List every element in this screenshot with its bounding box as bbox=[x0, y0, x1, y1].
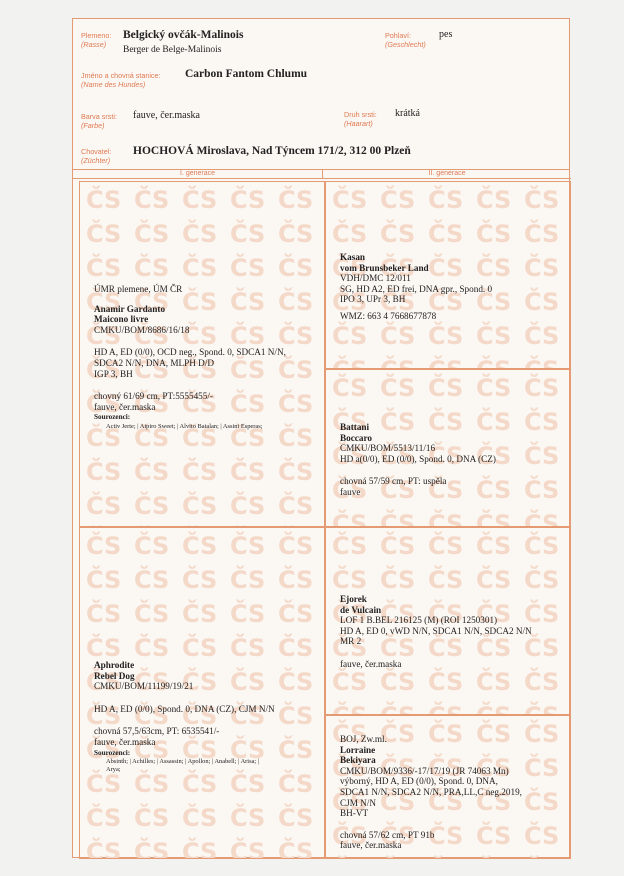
dam-dam-kennel: Bekiyara bbox=[340, 755, 376, 766]
first-generation-header: I. generace bbox=[73, 169, 323, 179]
sire-health-line: HD A, ED (0/0), OCD neg., Spond. 0, SDCA1 N/N, bbox=[94, 347, 286, 358]
sire-sire-exams: IPO 3, UPr 3, BH bbox=[340, 294, 406, 305]
dam-dam-cell bbox=[325, 715, 571, 859]
sire-health-line: SDCA2 N/N, DNA, MLPH D/D bbox=[94, 357, 214, 368]
pedigree-header bbox=[73, 19, 569, 170]
dam-sire-exams: MR 2 bbox=[340, 636, 362, 647]
breeder-label: Chovatel: (Züchter) bbox=[81, 147, 112, 165]
breed-name: Belgický ovčák-Malinois bbox=[123, 29, 244, 41]
dam-cell bbox=[79, 527, 325, 859]
sire-dam-registration: CMKU/BOM/5513/11/16 bbox=[340, 443, 436, 454]
dam-registration: CMKU/BOM/11199/19/21 bbox=[94, 681, 194, 692]
dam-dam-health: SDCA1 N/N, SDCA2 N/N, PRA,LL,C neg.2019, bbox=[340, 786, 522, 797]
sire-dam-breeding: chovná 57/59 cm, PT: uspěla bbox=[340, 476, 447, 487]
sex-value: pes bbox=[439, 29, 453, 40]
sex-label: Pohlaví: (Geschlecht) bbox=[385, 31, 426, 49]
dam-kennel: Rebel Dog bbox=[94, 670, 135, 681]
breed-label: Plemeno: (Rasse) bbox=[81, 31, 112, 49]
pedigree-sheet bbox=[72, 18, 570, 858]
sire-siblings-label: Sourozenci: bbox=[94, 413, 131, 422]
dam-dam-exams: BH-VT bbox=[340, 808, 369, 819]
sire-exams: IGP 3, BH bbox=[94, 368, 133, 379]
dam-breeding: chovná 57,5/63cm, PT: 6535541/- bbox=[94, 726, 220, 737]
sire-dam-kennel: Boccaro bbox=[340, 432, 372, 443]
dam-text bbox=[94, 660, 316, 774]
dam-dam-health: CJM N/N bbox=[340, 797, 376, 808]
dam-sire-kennel: de Vulcain bbox=[340, 604, 382, 615]
sire-sire-wmz: WMZ: 663 4 7668677878 bbox=[340, 310, 437, 321]
sire-cell bbox=[79, 181, 325, 527]
sire-sire-text bbox=[340, 252, 562, 322]
second-generation-header: II. generace bbox=[323, 169, 571, 179]
sire-dam-name: Battani bbox=[340, 422, 370, 432]
sire-sire-cell bbox=[325, 181, 571, 369]
sire-dam-cell bbox=[325, 369, 571, 527]
dam-dam-health: výborný, HD A, ED (0/0), Spond. 0, DNA, bbox=[340, 776, 498, 787]
dam-siblings: Arya; bbox=[106, 766, 121, 774]
sire-sire-health: SG, HD A2, ED frei, DNA gpr., Spond. 0 bbox=[340, 283, 493, 294]
dam-sire-name: Ejorek bbox=[340, 594, 367, 604]
dam-health: HD A, ED (0/0), Spond. 0, DNA (CZ), CJM N/N bbox=[94, 703, 275, 714]
dam-dam-text bbox=[340, 734, 562, 851]
sire-siblings: Activ Jerte; | Aipiro Sweet; | Alvito Batalan; | Assini Esperas; bbox=[106, 422, 263, 430]
sire-dam-health: HD a(0/0), ED (0/0), Spond. 0, DNA (CZ) bbox=[340, 453, 496, 464]
sire-breeding: chovný 61/69 cm, PT:5555455/- bbox=[94, 391, 213, 402]
sire-sire-name: Kasan bbox=[340, 252, 366, 262]
sire-text bbox=[94, 284, 316, 431]
dam-siblings-label: Sourozenci: bbox=[94, 748, 131, 757]
breeder-value: HOCHOVÁ Miroslava, Nad Týncem 171/2, 312 00 Plzeň bbox=[133, 145, 411, 157]
sire-color: fauve, čer.maska bbox=[94, 401, 156, 412]
dam-dam-registration: CMKU/BOM/9336/-17/17/19 (JR 74063 Mn) bbox=[340, 765, 509, 776]
breed-name-de: Berger de Belge-Malinois bbox=[123, 45, 222, 55]
sire-sire-kennel: vom Brunsbeker Land bbox=[340, 262, 429, 273]
dam-sire-text bbox=[340, 594, 562, 670]
sire-registration: CMKU/BOM/8686/16/18 bbox=[94, 324, 190, 335]
color-label: Barva srsti: (Farbe) bbox=[81, 112, 117, 130]
dam-dam-name: Lorraine bbox=[340, 744, 376, 755]
sire-dam-text bbox=[340, 422, 562, 498]
dam-dam-titles: BOJ, Zw.ml. bbox=[340, 734, 387, 744]
dam-sire-cell bbox=[325, 527, 571, 715]
dam-name: Aphrodite bbox=[94, 660, 135, 670]
dam-dam-breeding: chovná 57/62 cm, PT 91b bbox=[340, 829, 435, 840]
dam-dam-color: fauve, čer.maska bbox=[340, 840, 402, 851]
sire-name: Anamir Gardanto bbox=[94, 303, 166, 314]
sire-dam-color: fauve bbox=[340, 486, 361, 497]
dam-color: fauve, čer.maska bbox=[94, 736, 156, 747]
dog-name: Carbon Fantom Chlumu bbox=[185, 68, 308, 80]
coat-value: krátká bbox=[395, 108, 420, 119]
sire-kennel: Maicono livre bbox=[94, 314, 149, 325]
dam-siblings: Absinth; | Achilles; | Assassin; | Apollon; | Anabell; | Arisa; | bbox=[106, 758, 260, 766]
sire-note: ÚMR plemene, ÚM ČR bbox=[94, 284, 183, 294]
coat-label: Druh srsti: (Haarart) bbox=[344, 110, 377, 128]
sire-sire-registration: VDH/DMC 12/011 bbox=[340, 273, 411, 284]
dam-sire-color: fauve, čer.maska bbox=[340, 658, 402, 669]
color-value: fauve, čer.maska bbox=[133, 110, 200, 121]
dam-sire-registration: LOF 1 B.BEL 216125 (M) (ROI 1250301) bbox=[340, 615, 498, 626]
name-label: Jméno a chovná stanice: (Name des Hundes) bbox=[81, 71, 161, 89]
dam-sire-health: HD A, ED 0, vWD N/N, SDCA1 N/N, SDCA2 N/N bbox=[340, 625, 532, 636]
